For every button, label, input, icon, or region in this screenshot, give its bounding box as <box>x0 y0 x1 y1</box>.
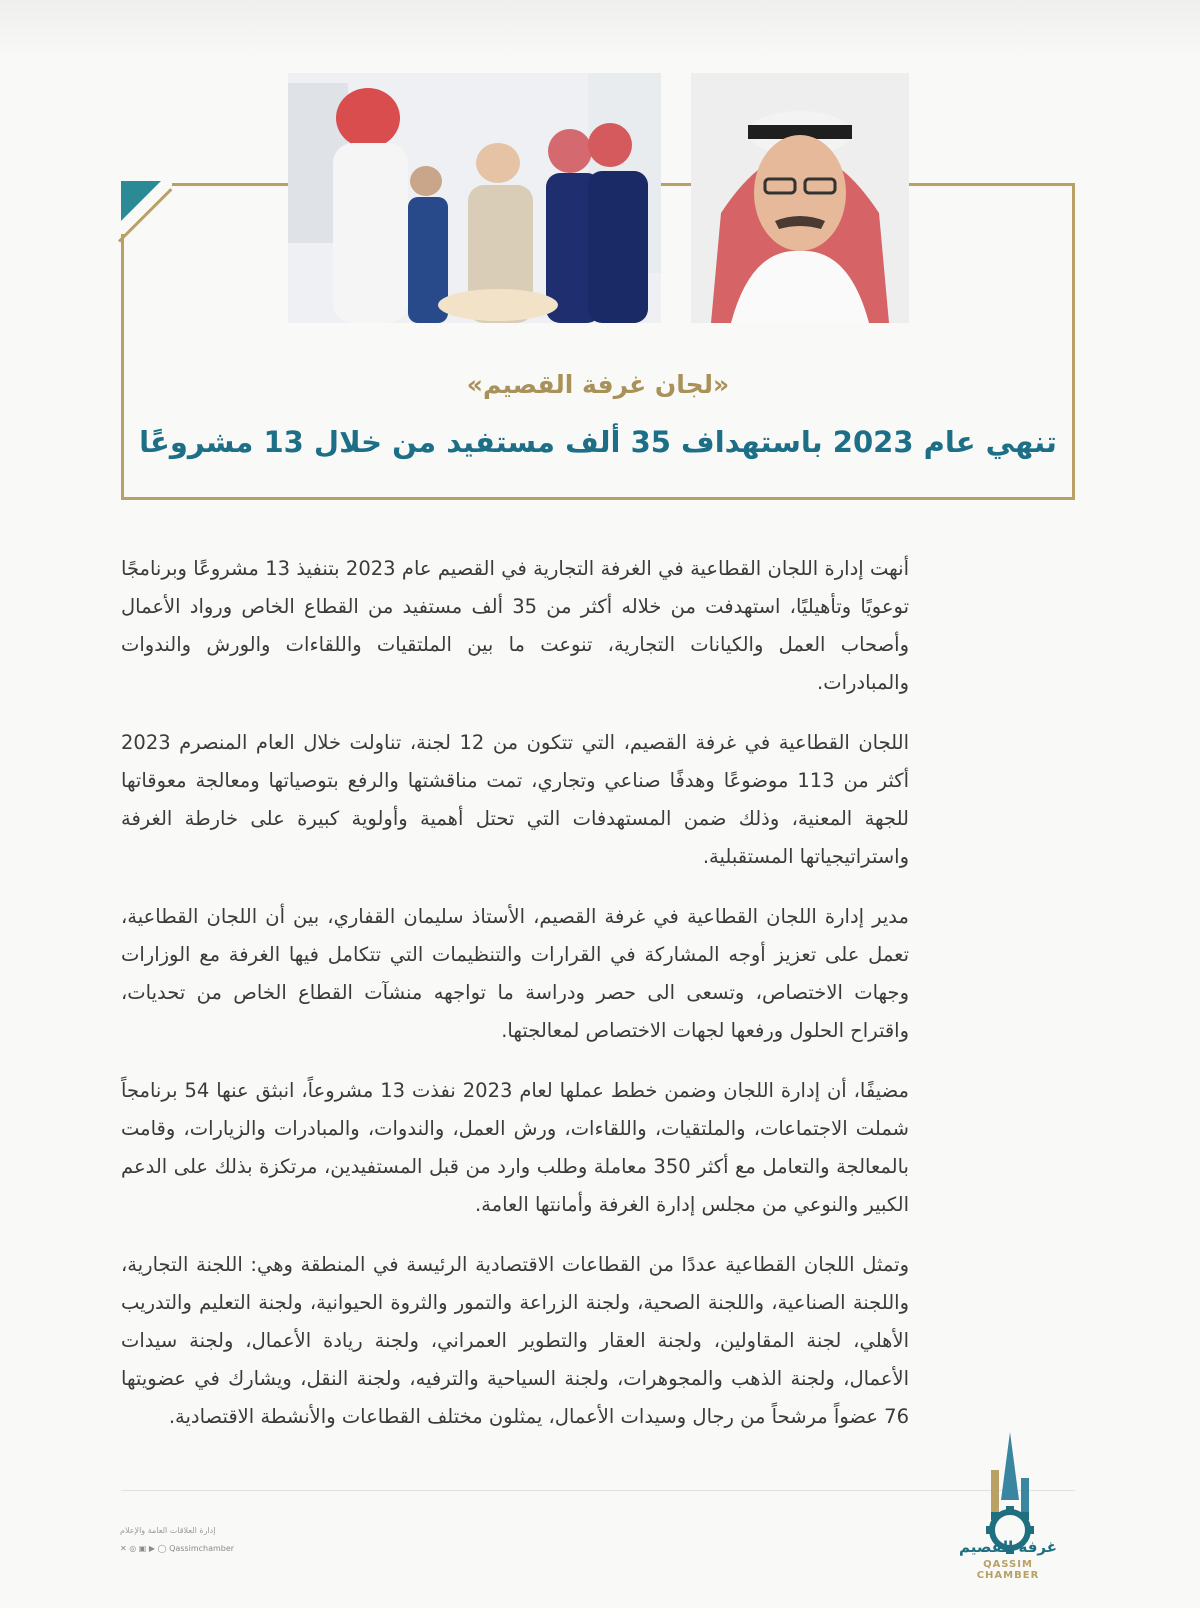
footer-social-row <box>120 1544 234 1553</box>
teal-corner-triangle <box>121 181 161 221</box>
social-icons: ✕ ◎ ▣ ▶ ◯ <box>120 1544 170 1553</box>
headline-committees: «لجان غرفة القصيم» <box>466 370 730 399</box>
article-paragraph-4: مضيفًا، أن إدارة اللجان وضمن خطط عملها لعام 2023 نفذت 13 مشروعاً، انبثق عنها 54 برنامجاً شملت الاجتماعات، والملتقيات، واللقاءات، ورش العمل، والندوات، والمبادرات والزيارات، وقامت بالمعالجة والتعامل مع أكثر 350 معاملة وطلب وارد من قبل المستفيدين، مرتكزة بذلك على الدعم الكبير والنوعي من مجلس إدارة الغرفة وأمانتها العامة. <box>121 1079 909 1216</box>
article-paragraph-3: مدير إدارة اللجان القطاعية في غرفة القصيم، الأستاذ سليمان القفاري، بين أن اللجان القطاعية، تعمل على تعزيز أوجه المشاركة في القرارات والتنظيمات التي تتكامل فيها الغرفة مع الوزارات وجهات الاختصاص، وتسعى الى حصر ودراسة ما تواجهه منشآت القطاع الخاص من تحديات، واقتراح الحلول ورفعها لجهات الاختصاص لمعالجتها. <box>121 905 909 1042</box>
top-watermark <box>0 0 1200 60</box>
article-body <box>121 550 909 1458</box>
article-paragraph-1: أنهت إدارة اللجان القطاعية في الغرفة التجارية في القصيم عام 2023 بتنفيذ 13 مشروعًا وبرنامجًا توعويًا وتأهيليًا، استهدفت من خلاله أكثر من 35 ألف مستفيد من القطاع الخاص ورواد الأعمال وأصحاب العمل والكيانات التجارية، تنوعت ما بين الملتقيات واللقاءات والورش والندوات والمبادرات. <box>121 557 910 694</box>
article-paragraph-5: وتمثل اللجان القطاعية عددًا من القطاعات الاقتصادية الرئيسة في المنطقة وهي: اللجنة التجارية، واللجنة الصناعية، واللجنة الصحية، ولجنة الزراعة والتمور والثروة الحيوانية، ولجنة التعليم والتدريب الأهلي، لجنة المقاولين، ولجنة العقار والتطوير العمراني، ولجنة ريادة الأعمال، ولجنة سيدات الأعمال، ولجنة الذهب والمجوهرات، ولجنة السياحية والترفيه، ولجنة النقل، ويشارك في عضويتها 76 عضواً مرشحاً من رجال وسيدات الأعمال، يمثلون مختلف القطاعات والأنشطة الاقتصادية. <box>121 1253 909 1428</box>
footer-department: إدارة العلاقات العامة والإعلام <box>120 1526 216 1535</box>
portrait-illustration <box>691 73 909 323</box>
group-photo-illustration <box>288 73 661 323</box>
event-group-photo <box>288 73 661 323</box>
footer-divider <box>121 1490 1075 1491</box>
social-handle: Qassimchamber <box>169 1544 235 1553</box>
portrait-photo <box>691 73 909 323</box>
headline-main: تنهي عام 2023 باستهداف 35 ألف مستفيد من خلال 13 مشروعًا <box>139 425 1057 459</box>
logo-english-text: QASSIM CHAMBER <box>976 1559 1040 1581</box>
logo-arabic-text: غرفة القصيم <box>959 1538 1057 1556</box>
article-paragraph-2: اللجان القطاعية في غرفة القصيم، التي تتكون من 12 لجنة، تناولت خلال العام المنصرم 2023 أكثر من 113 موضوعًا وهدفًا صناعي وتجاري، تمت مناقشتها والرفع بتوصياتها ومعالجة معوقاتها للجهة المعنية، وذلك ضمن المستهدفات التي تحتل أهمية وأولوية كبيرة على خارطة الغرفة واستراتيجياتها المستقبلية. <box>121 731 910 868</box>
